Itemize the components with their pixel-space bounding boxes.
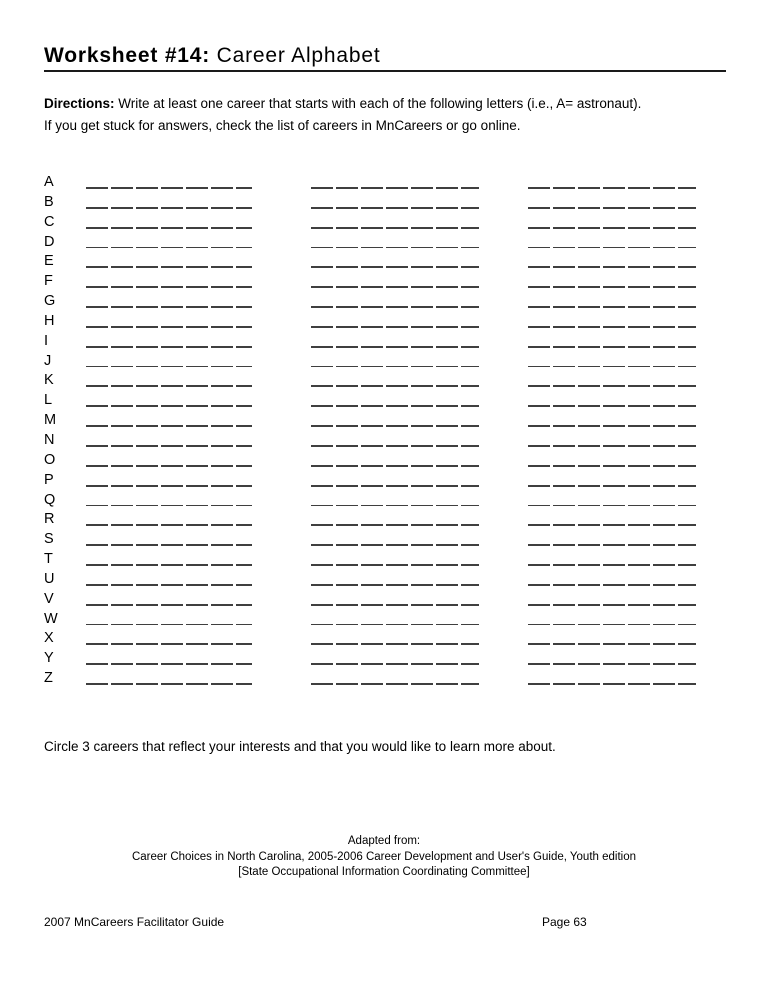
page-title-name: Career Alphabet <box>210 44 381 67</box>
answer-blank-line <box>86 643 252 645</box>
alphabet-grid <box>44 173 744 689</box>
answer-blank-line <box>86 584 252 586</box>
footer-page-number: Page 63 <box>542 915 587 929</box>
answer-blank-line <box>528 465 696 467</box>
letter-label: R <box>44 511 55 528</box>
alphabet-row <box>44 332 744 352</box>
answer-blank-line <box>86 227 252 229</box>
alphabet-row <box>44 510 744 530</box>
title-divider <box>44 70 726 72</box>
answer-blank-line <box>311 187 479 189</box>
answer-blank-line <box>528 663 696 665</box>
answer-blank-line <box>86 663 252 665</box>
answer-blank-line <box>311 683 479 685</box>
alphabet-row <box>44 629 744 649</box>
answer-blank-line <box>86 564 252 566</box>
answer-blank-line <box>311 227 479 229</box>
alphabet-row <box>44 610 744 630</box>
answer-blank-line <box>311 524 479 526</box>
answer-blank-line <box>311 445 479 447</box>
answer-blank-line <box>86 366 252 368</box>
alphabet-row <box>44 491 744 511</box>
answer-blank-line <box>528 207 696 209</box>
answer-blank-line <box>528 683 696 685</box>
alphabet-row <box>44 391 744 411</box>
answer-blank-line <box>86 247 252 249</box>
letter-label: L <box>44 392 53 409</box>
answer-blank-line <box>86 445 252 447</box>
letter-label: G <box>44 293 56 310</box>
letter-label: Q <box>44 491 56 508</box>
answer-blank-line <box>86 505 252 507</box>
answer-blank-line <box>86 544 252 546</box>
alphabet-row <box>44 213 744 233</box>
answer-blank-line <box>311 306 479 308</box>
attribution-block <box>0 834 768 881</box>
answer-blank-line <box>528 187 696 189</box>
answer-blank-line <box>311 326 479 328</box>
footer-guide-title: 2007 MnCareers Facilitator Guide <box>44 915 225 929</box>
answer-blank-line <box>528 505 696 507</box>
alphabet-row <box>44 252 744 272</box>
answer-blank-line <box>528 604 696 606</box>
answer-blank-line <box>86 266 252 268</box>
directions-text-line2: If you get stuck for answers, check the list of careers in MnCareers or go online. <box>44 118 521 133</box>
directions-text-line1: Write at least one career that starts with each of the following letters (i.e., A= astronaut). <box>114 96 642 111</box>
answer-blank-line <box>528 247 696 249</box>
answer-blank-line <box>528 227 696 229</box>
alphabet-row <box>44 669 744 689</box>
directions-paragraph <box>44 93 744 137</box>
letter-label: Z <box>44 670 53 687</box>
answer-blank-line <box>311 485 479 487</box>
answer-blank-line <box>528 366 696 368</box>
answer-blank-line <box>528 346 696 348</box>
answer-blank-line <box>86 286 252 288</box>
attribution-line3: [State Occupational Information Coordinating Committee] <box>238 866 530 878</box>
alphabet-row <box>44 550 744 570</box>
answer-blank-line <box>528 405 696 407</box>
answer-blank-line <box>86 524 252 526</box>
alphabet-row <box>44 431 744 451</box>
answer-blank-line <box>86 207 252 209</box>
answer-blank-line <box>311 604 479 606</box>
letter-label: N <box>44 431 55 448</box>
page-title-number: Worksheet #14: <box>44 44 211 67</box>
letter-label: J <box>44 352 52 369</box>
letter-label: K <box>44 372 54 389</box>
letter-label: D <box>44 233 55 250</box>
answer-blank-line <box>86 346 252 348</box>
alphabet-row <box>44 292 744 312</box>
answer-blank-line <box>86 187 252 189</box>
letter-label: C <box>44 213 55 230</box>
letter-label: O <box>44 451 56 468</box>
answer-blank-line <box>528 266 696 268</box>
circle-instruction: Circle 3 careers that reflect your interests and that you would like to learn more about. <box>44 739 556 754</box>
answer-blank-line <box>311 366 479 368</box>
letter-label: S <box>44 531 54 548</box>
alphabet-row <box>44 371 744 391</box>
directions-label: Directions: <box>44 96 115 111</box>
answer-blank-line <box>86 604 252 606</box>
answer-blank-line <box>86 385 252 387</box>
answer-blank-line <box>86 306 252 308</box>
answer-blank-line <box>86 683 252 685</box>
answer-blank-line <box>528 445 696 447</box>
answer-blank-line <box>528 564 696 566</box>
alphabet-row <box>44 570 744 590</box>
answer-blank-line <box>311 505 479 507</box>
alphabet-row <box>44 272 744 292</box>
answer-blank-line <box>528 306 696 308</box>
alphabet-row <box>44 649 744 669</box>
answer-blank-line <box>311 346 479 348</box>
answer-blank-line <box>86 465 252 467</box>
answer-blank-line <box>311 564 479 566</box>
alphabet-row <box>44 451 744 471</box>
answer-blank-line <box>311 266 479 268</box>
answer-blank-line <box>311 405 479 407</box>
answer-blank-line <box>311 663 479 665</box>
letter-label: F <box>44 273 53 290</box>
answer-blank-line <box>528 385 696 387</box>
letter-label: Y <box>44 650 54 667</box>
letter-label: V <box>44 590 54 607</box>
answer-blank-line <box>86 326 252 328</box>
answer-blank-line <box>86 624 252 626</box>
letter-label: W <box>44 610 58 627</box>
answer-blank-line <box>528 326 696 328</box>
alphabet-row <box>44 590 744 610</box>
answer-blank-line <box>311 624 479 626</box>
answer-blank-line <box>311 385 479 387</box>
letter-label: M <box>44 412 57 429</box>
attribution-line2: Career Choices in North Carolina, 2005-2006 Career Development and User's Guide, Youth edition <box>131 850 636 863</box>
alphabet-row <box>44 530 744 550</box>
answer-blank-line <box>86 485 252 487</box>
answer-blank-line <box>311 247 479 249</box>
letter-label: H <box>44 312 55 329</box>
alphabet-row <box>44 312 744 332</box>
alphabet-row <box>44 233 744 253</box>
answer-blank-line <box>528 544 696 546</box>
letter-label: U <box>44 570 55 587</box>
answer-blank-line <box>528 425 696 427</box>
answer-blank-line <box>311 286 479 288</box>
answer-blank-line <box>528 624 696 626</box>
letter-label: P <box>44 471 54 488</box>
answer-blank-line <box>528 485 696 487</box>
letter-label: X <box>44 630 54 647</box>
answer-blank-line <box>528 584 696 586</box>
alphabet-row <box>44 173 744 193</box>
answer-blank-line <box>528 643 696 645</box>
letter-label: I <box>44 332 49 349</box>
answer-blank-line <box>311 643 479 645</box>
answer-blank-line <box>86 425 252 427</box>
alphabet-row <box>44 411 744 431</box>
answer-blank-line <box>311 584 479 586</box>
answer-blank-line <box>86 405 252 407</box>
answer-blank-line <box>311 544 479 546</box>
answer-blank-line <box>311 465 479 467</box>
answer-blank-line <box>528 524 696 526</box>
answer-blank-line <box>528 286 696 288</box>
answer-blank-line <box>311 207 479 209</box>
attribution-line1: Adapted from: <box>347 835 421 847</box>
letter-label: T <box>44 551 53 568</box>
letter-label: A <box>44 174 54 190</box>
alphabet-row <box>44 352 744 372</box>
letter-label: B <box>44 193 54 210</box>
page-title <box>44 44 380 68</box>
alphabet-row <box>44 193 744 213</box>
letter-label: E <box>44 253 54 270</box>
answer-blank-line <box>311 425 479 427</box>
alphabet-row <box>44 471 744 491</box>
